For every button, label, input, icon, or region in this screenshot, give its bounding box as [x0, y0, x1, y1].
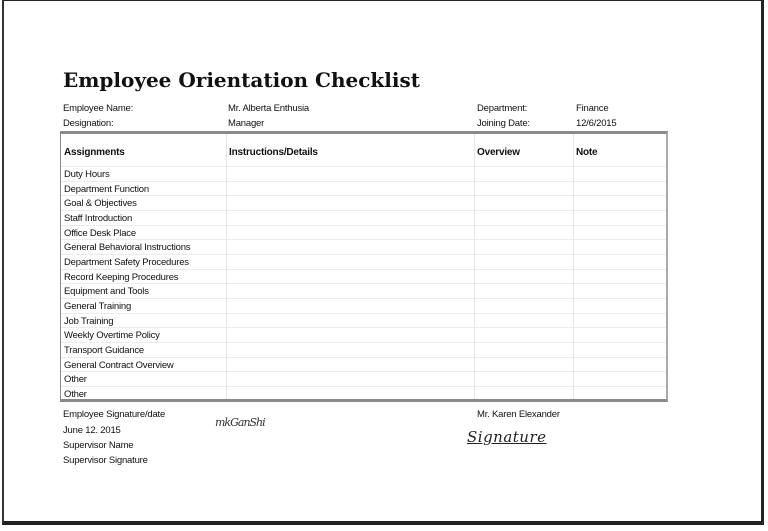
column-divider [474, 134, 475, 399]
designation-value: Manager [228, 118, 265, 129]
row-divider [61, 357, 666, 358]
table-row: General Training [64, 301, 132, 312]
row-divider [61, 254, 666, 255]
department-value: Finance [576, 103, 609, 114]
row-divider [61, 195, 666, 196]
table-row: Duty Hours [64, 169, 110, 180]
row-divider [61, 269, 666, 270]
table-row: Staff Introduction [64, 213, 133, 224]
document-title: Employee Orientation Checklist [63, 68, 420, 92]
table-row: General Contract Overview [64, 360, 174, 371]
employee-name-label: Employee Name: [63, 103, 134, 114]
table-row: Transport Guidance [64, 345, 145, 356]
header-instructions: Instructions/Details [229, 147, 318, 158]
header-assignments: Assignments [64, 147, 125, 158]
supervisor-name-value: Mr. Karen Elexander [477, 409, 560, 420]
table-row: Office Desk Place [64, 228, 136, 239]
table-row: General Behavioral Instructions [64, 242, 191, 253]
row-divider [61, 239, 666, 240]
table-row: Weekly Overtime Policy [64, 330, 160, 341]
row-divider [61, 386, 666, 387]
row-divider [61, 283, 666, 284]
column-divider [573, 134, 574, 399]
header-note: Note [576, 147, 598, 158]
joining-date-value: 12/6/2015 [576, 118, 617, 129]
header-overview: Overview [477, 147, 520, 158]
joining-date-label: Joining Date: [477, 118, 530, 129]
table-row: Equipment and Tools [64, 286, 149, 297]
employee-name-value: Mr. Alberta Enthusia [228, 103, 310, 114]
table-row: Record Keeping Procedures [64, 272, 179, 283]
supervisor-signature-label: Supervisor Signature [63, 455, 148, 466]
table-row: Other [64, 374, 87, 385]
employee-signature-scribble: mkGanShi [215, 416, 265, 429]
supervisor-signature-scribble: Signature [467, 428, 547, 446]
row-divider [61, 210, 666, 211]
row-divider [61, 181, 666, 182]
designation-label: Designation: [63, 118, 114, 129]
row-divider [61, 342, 666, 343]
row-divider [61, 371, 666, 372]
table-row: Department Safety Procedures [64, 257, 189, 268]
department-label: Department: [477, 103, 528, 114]
table-row: Job Training [64, 316, 114, 327]
table-row: Department Function [64, 184, 149, 195]
row-divider [61, 225, 666, 226]
supervisor-name-label: Supervisor Name [63, 440, 134, 451]
row-divider [61, 327, 666, 328]
row-divider [61, 298, 666, 299]
checklist-table [60, 131, 668, 402]
row-divider [61, 313, 666, 314]
employee-signature-date: June 12. 2015 [63, 425, 121, 436]
table-row: Other [64, 389, 87, 400]
row-divider [61, 166, 666, 167]
table-row: Goal & Objectives [64, 198, 137, 209]
employee-signature-label: Employee Signature/date [63, 409, 166, 420]
column-divider [226, 134, 227, 399]
